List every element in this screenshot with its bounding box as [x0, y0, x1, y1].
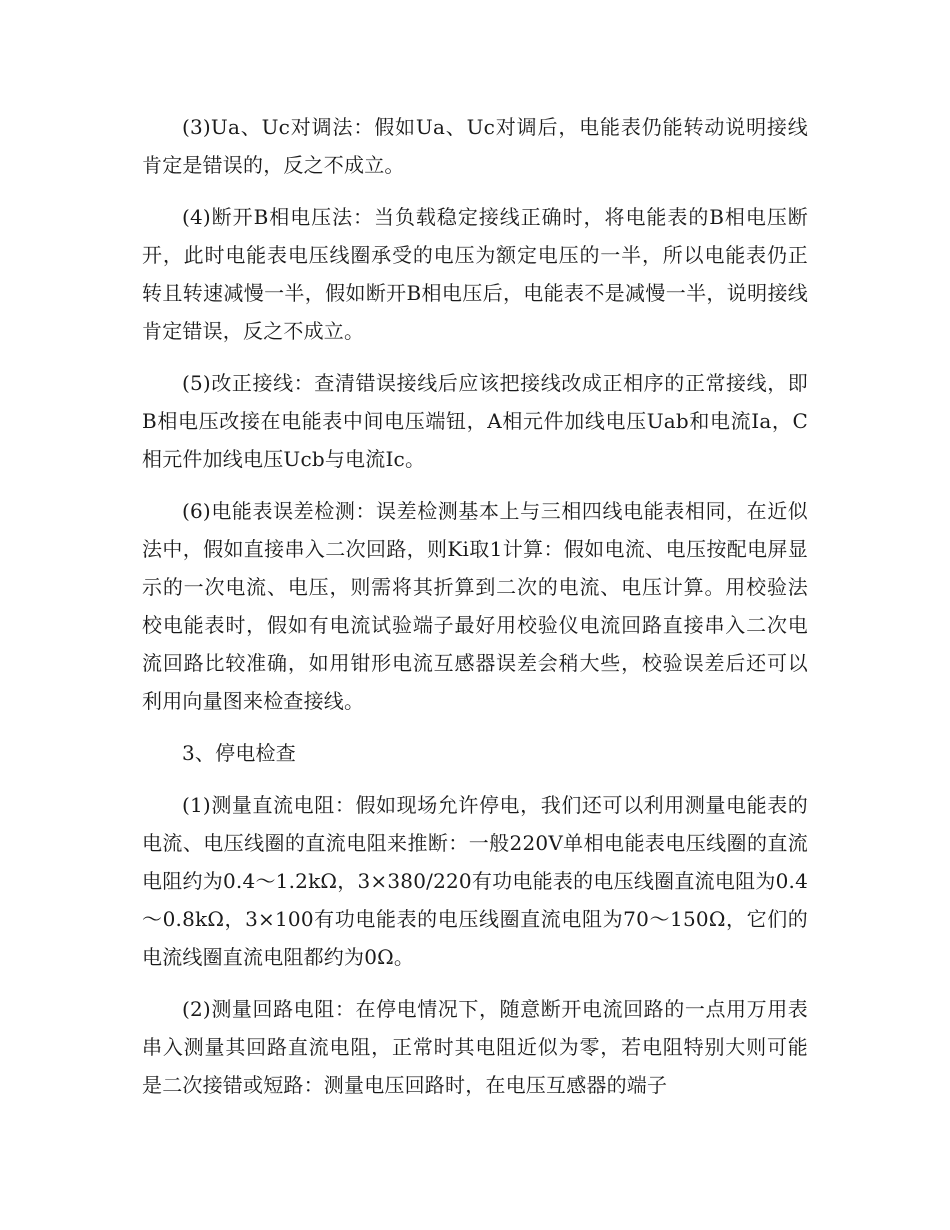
- paragraph-b-phase-disconnect-method: (4)断开B相电压法：当负载稳定接线正确时，将电能表的B相电压断开，此时电能表电压线圈承受的电压为额定电压的一半，所以电能表仍正转且转速减慢一半，假如断开B相电压后，电能表不是减慢一半，说明接线肯定错误，反之不成立。: [142, 205, 808, 343]
- paragraph-loop-resistance-measurement: (2)测量回路电阻：在停电情况下，随意断开电流回路的一点用万用表串入测量其回路直流电阻，正常时其电阻近似为零，若电阻特别大则可能是二次接错或短路：测量电压回路时，在电压互感器的端子: [142, 997, 808, 1097]
- paragraph-ua-uc-swap-method: (3)Ua、Uc对调法：假如Ua、Uc对调后，电能表仍能转动说明接线肯定是错误的，反之不成立。: [142, 115, 808, 177]
- paragraph-dc-resistance-measurement: (1)测量直流电阻：假如现场允许停电，我们还可以利用测量电能表的电流、电压线圈的直流电阻来推断：一般220V单相电能表电压线圈的直流电阻约为0.4～1.2kΩ，3×380/220有功电能表的电压线圈直流电阻为0.4～0.8kΩ，3×100有功电能表的电压线圈直流电阻为70～150Ω，它们的电流线圈直流电阻都约为0Ω。: [142, 793, 808, 969]
- section-heading-power-off-check: 3、停电检查: [182, 741, 296, 765]
- paragraph-meter-error-test: (6)电能表误差检测：误差检测基本上与三相四线电能表相同，在近似法中，假如直接串入二次回路，则Ki取1计算：假如电流、电压按配电屏显示的一次电流、电压，则需将其折算到二次的电流、电压计算。用校验法校电能表时，假如有电流试验端子最好用校验仪电流回路直接串入二次电流回路比较准确，如用钳形电流互感器误差会稍大些，校验误差后还可以利用向量图来检查接线。: [142, 499, 808, 713]
- document-body: [142, 108, 808, 1118]
- paragraph-correct-wiring: (5)改正接线：查清错误接线后应该把接线改成正相序的正常接线，即B相电压改接在电能表中间电压端钮，A相元件加线电压Uab和电流Ia，C相元件加线电压Ucb与电流Ic。: [142, 371, 808, 471]
